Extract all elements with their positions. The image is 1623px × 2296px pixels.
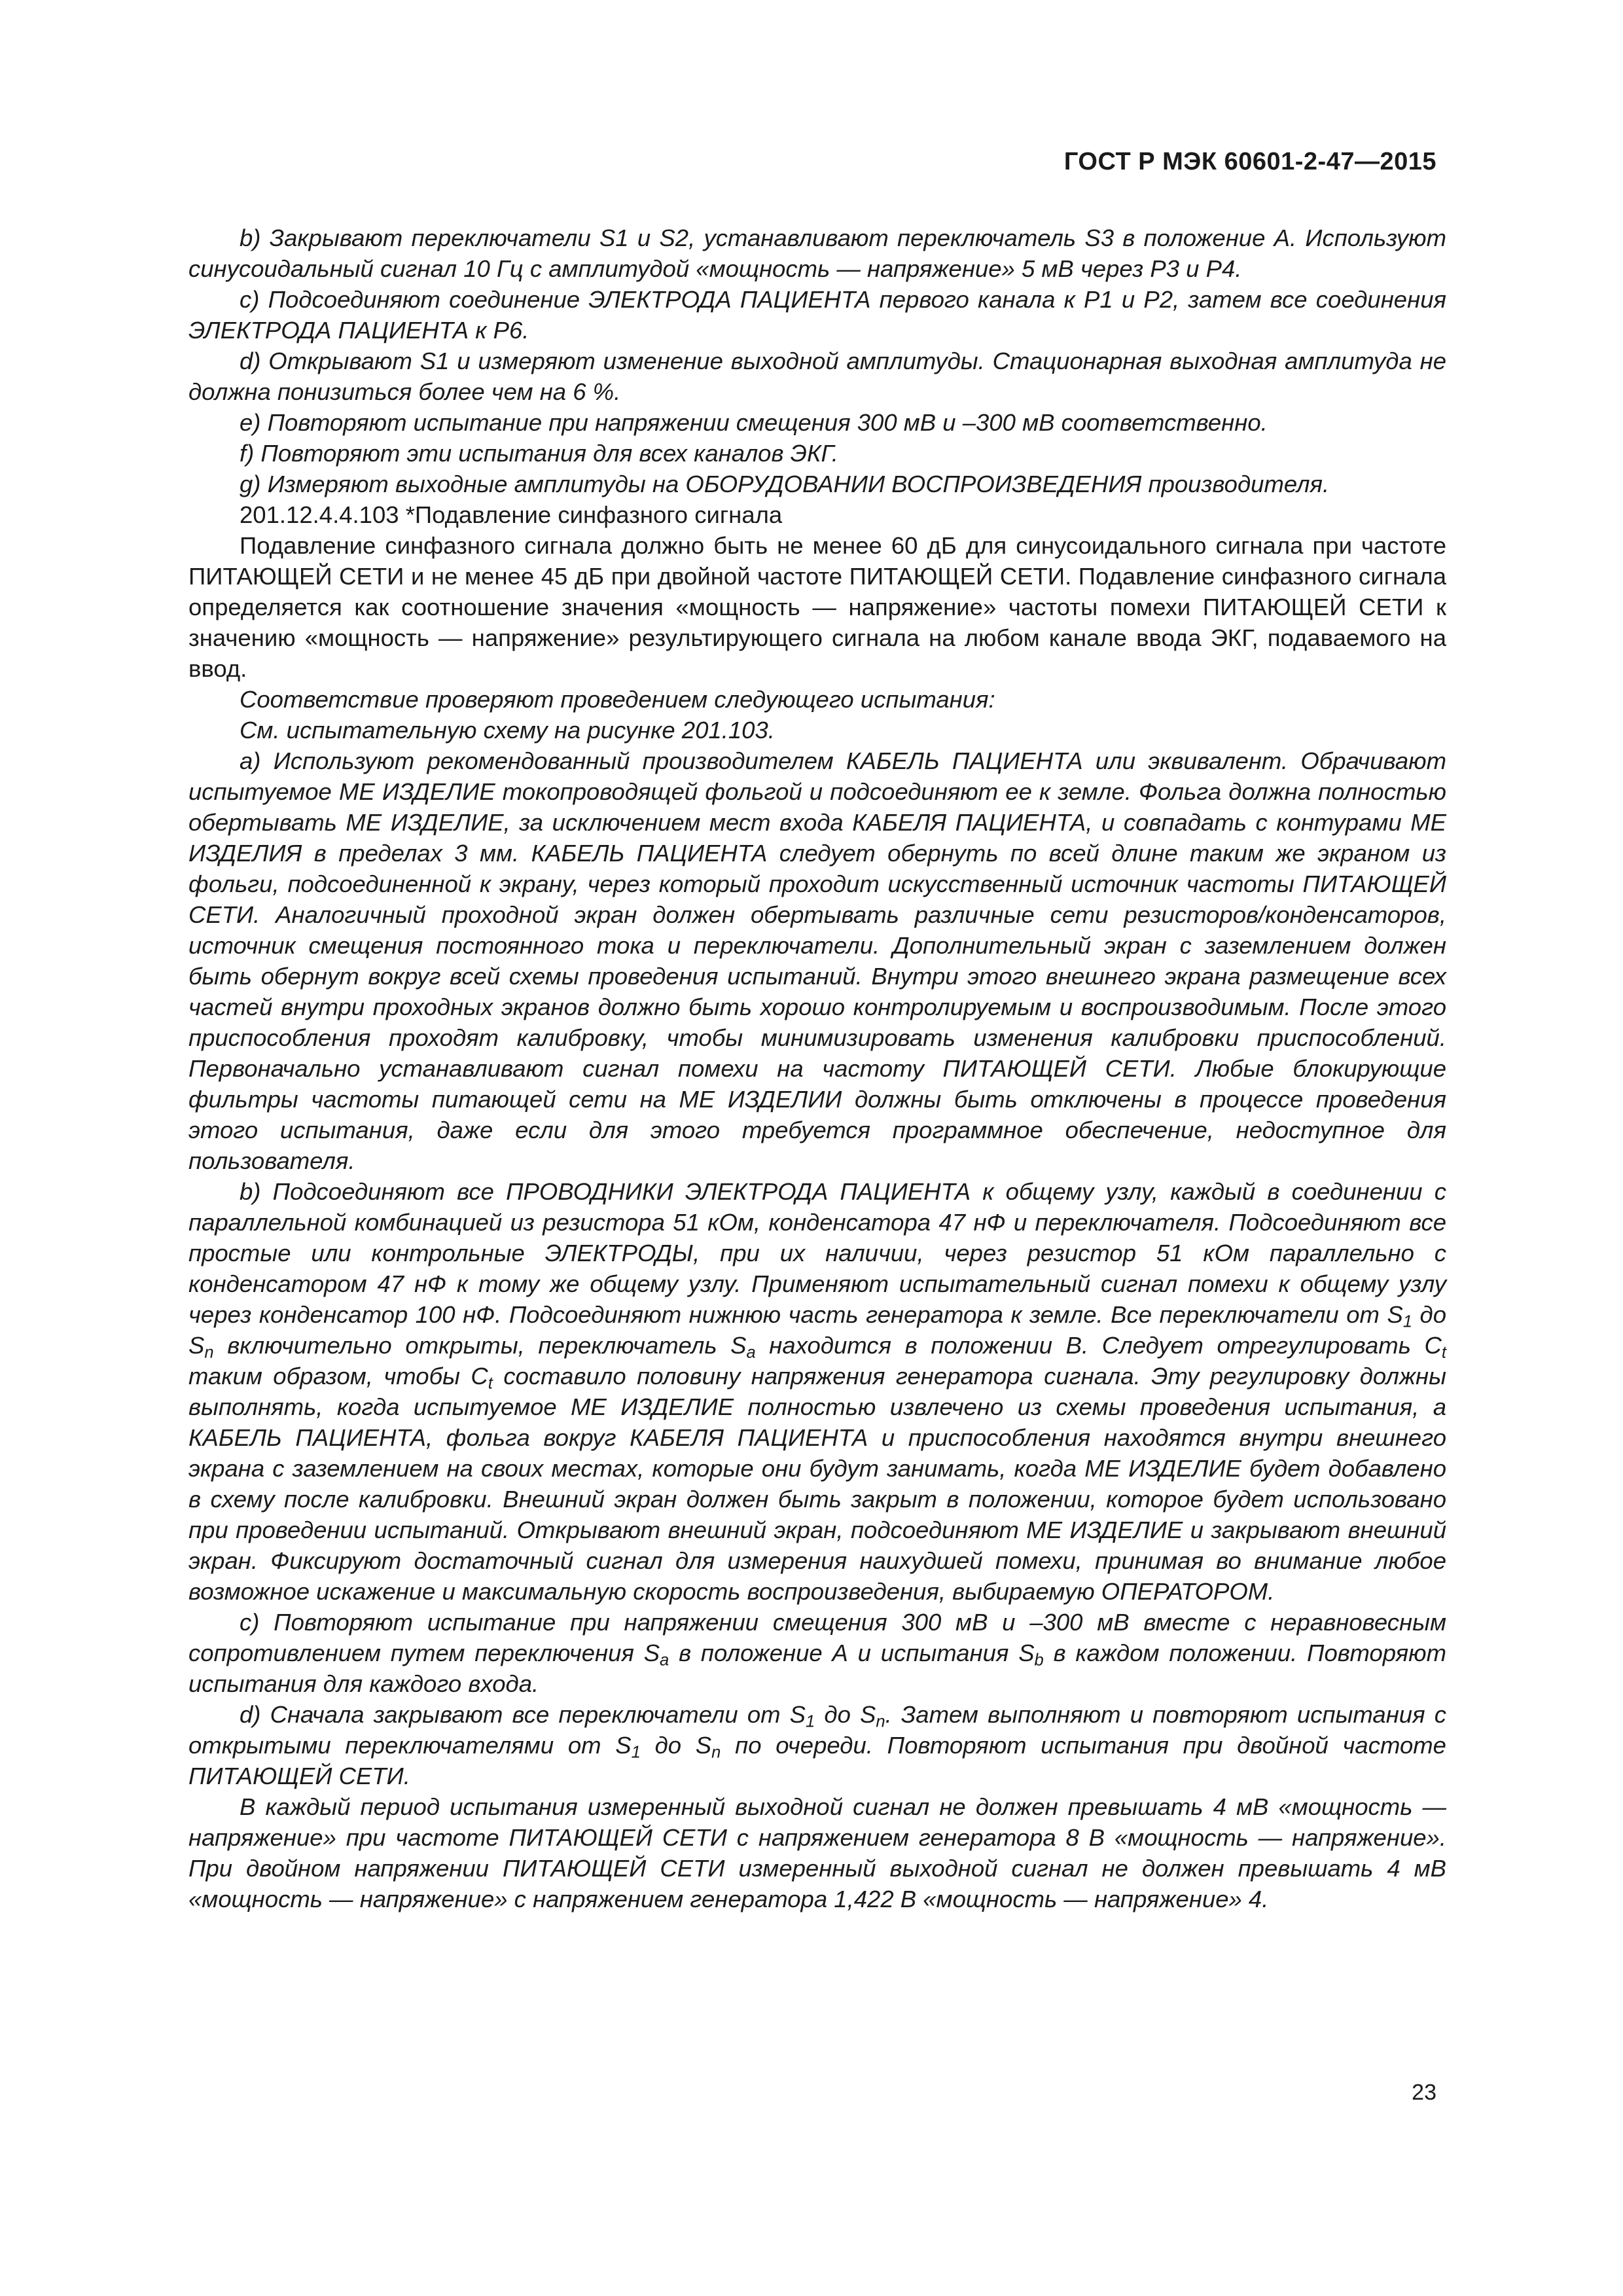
paragraph-b-connect-conductors: b) Подсоединяют все ПРОВОДНИКИ ЭЛЕКТРОДА ПАЦИЕНТА к общему узлу, каждый в соединении с параллельной комбинацией из резистора 51 кОм, конденсатора 47 нФ и переключателя. Подсоединяют все простые или контрольные ЭЛЕКТРОДЫ, при их наличии, через резистор 51 кОм параллельно с конденсатором 47 нФ к тому же общему узлу. Применяют испытательный сигнал помехи к общему узлу через конденсатор 100 нФ. Подсоединяют нижнюю часть генератора к земле. Все переключатели от $S_1$ до $S_n$ включительно открыты, переключатель $S_a$ находится в положении В. Следует отрегулировать $С_t$ таким образом, чтобы $С_t$ составило половину напряжения генератора сигнала. Эту регулировку должны выполнять, когда испытуемое МЕ ИЗДЕЛИЕ полностью извлечено из схемы проведения испытания, а КАБЕЛЬ ПАЦИЕНТА, фольга вокруг КАБЕЛЯ ПАЦИЕНТА и приспособления находятся внутри внешнего экрана с заземлением на своих местах, которые они будут занимать, когда МЕ ИЗДЕЛИЕ будет добавлено в схему после калибровки. Внешний экран должен быть закрыт в положении, которое будет использовано при проведении испытаний. Открывают внешний экран, подсоединяют МЕ ИЗДЕЛИЕ и закрывают внешний экран. Фиксируют достаточный сигнал для измерения наихудшей помехи, принимая во внимание любое возможное искажение и максимальную скорость воспроизведения, выбираемую ОПЕРАТОРОМ. [188,1178,1447,1605]
standard-designation: ГОСТ Р МЭК 60601-2-47—2015 [1063,148,1436,175]
paragraph-d-open-s1: d) Открывают S1 и измеряют изменение выходной амплитуды. Стационарная выходная амплитуда не должна понизиться более чем на 6 %. [188,348,1446,405]
paragraph-compliance-check: Соответствие проверяют проведением следующего испытания: [240,686,995,713]
paragraph-b-close-switches: b) Закрывают переключатели S1 и S2, устанавливают переключатель S3 в положение А. Используют синусоидальный сигнал 10 Гц с амплитудой «мощность — напряжение» 5 мВ через Р3 и Р4. [188,224,1446,282]
paragraph-output-limit: В каждый период испытания измеренный выходной сигнал не должен превышать 4 мВ «мощность — напряжение» при частоте ПИТАЮЩЕЙ СЕТИ с напряжением генератора 8 В «мощность — напряжение». При двойном напряжении ПИТАЮЩЕЙ СЕТИ измеренный выходной сигнал не должен превышать 4 мВ «мощность — напряжение» с напряжением генератора 1,422 В «мощность — напряжение» 4. [188,1793,1446,1912]
paragraph-g-measure-output: g) Измеряют выходные амплитуды на ОБОРУДОВАНИИ ВОСПРОИЗВЕДЕНИЯ производителя. [240,471,1330,497]
page-number: 23 [1412,2080,1436,2105]
page-body [188,223,1446,1914]
paragraph-e-repeat-offset: e) Повторяют испытание при напряжении смещения 300 мВ и –300 мВ соответственно. [240,409,1268,436]
paragraph-f-repeat-channels: f) Повторяют эти испытания для всех каналов ЭКГ. [240,440,838,467]
paragraph-c-connect-electrodes: c) Подсоединяют соединение ЭЛЕКТРОДА ПАЦИЕНТА первого канала к Р1 и Р2, затем все соединения ЭЛЕКТРОДА ПАЦИЕНТА к Р6. [188,286,1446,344]
paragraph-a-patient-cable: a) Используют рекомендованный производителем КАБЕЛЬ ПАЦИЕНТА или эквивалент. Обрачивают испытуемое МЕ ИЗДЕЛИЕ токопроводящей фольгой и подсоединяют ее к земле. Фольга должна полностью обертывать МЕ ИЗДЕЛИЕ, за исключением мест входа КАБЕЛЯ ПАЦИЕНТА, и совпадать с контурами МЕ ИЗДЕЛИЯ в пределах 3 мм. КАБЕЛЬ ПАЦИЕНТА следует обернуть по всей длине таким же экраном из фольги, подсоединенной к экрану, через который проходит искусственный источник частоты ПИТАЮЩЕЙ СЕТИ. Аналогичный проходной экран должен обертывать различные сети резисторов/конденсаторов, источник смещения постоянного тока и переключатели. Дополнительный экран с заземлением должен быть обернут вокруг всей схемы проведения испытаний. Внутри этого внешнего экрана размещение всех частей внутри проходных экранов должно быть хорошо контролируемым и воспроизводимым. После этого приспособления проходят калибровку, чтобы минимизировать изменения калибровки приспособлений. Первоначально устанавливают сигнал помехи на частоту ПИТАЮЩЕЙ СЕТИ. Любые блокирующие фильтры частоты питающей сети на МЕ ИЗДЕЛИИ должны быть отключены в процессе проведения этого испытания, даже если для этого требуется программное обеспечение, недоступное для пользователя. [188,747,1446,1174]
section-heading: 201.12.4.4.103 *Подавление синфазного сигнала [240,501,783,528]
paragraph-figure-reference: См. испытательную схему на рисунке 201.103. [240,717,775,744]
paragraph-d-close-switches: d) Сначала закрывают все переключатели от $S_1$ до $S_n$. Затем выполняют и повторяют испытания с открытыми переключателями от $S_1$ до $S_n$ по очереди. Повторяют испытания при двойной частоте ПИТАЮЩЕЙ СЕТИ. [188,1701,1446,1789]
paragraph-c-repeat-unbalanced: c) Повторяют испытание при напряжении смещения 300 мВ и –300 мВ вместе с неравновесным сопротивлением путем переключения $S_a$ в положение А и испытания $S_b$ в каждом положении. Повторяют испытания для каждого входа. [188,1609,1446,1697]
paragraph-cmrr-requirement: Подавление синфазного сигнала должно быть не менее 60 дБ для синусоидального сигнала при частоте ПИТАЮЩЕЙ СЕТИ и не менее 45 дБ при двойной частоте ПИТАЮЩЕЙ СЕТИ. Подавление синфазного сигнала определяется как соотношение значения «мощность — напряжение» частоты помехи ПИТАЮЩЕЙ СЕТИ к значению «мощность — напряжение» результирующего сигнала на любом канале ввода ЭКГ, подаваемого на ввод. [188,532,1446,682]
